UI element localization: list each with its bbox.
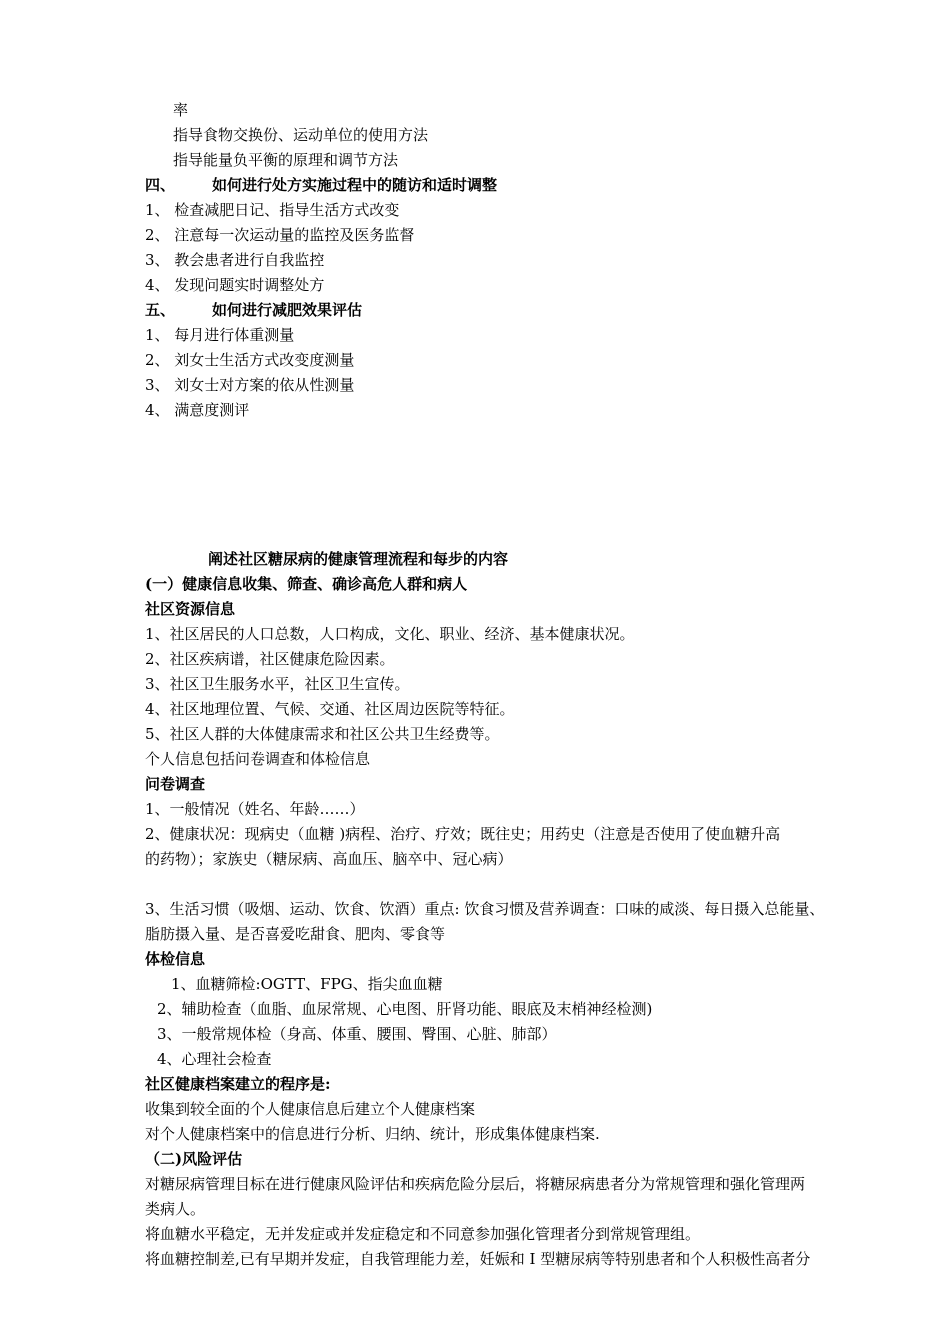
text-line: 对糖尿病管理目标在进行健康风险评估和疾病危险分层后，将糖尿病患者分为常规管理和强化管理两 <box>145 1175 806 1193</box>
list-item: 1、 检查减肥日记、指导生活方式改变 <box>145 201 400 219</box>
text-line: 脂肪摄入量、是否喜爱吃甜食、肥肉、零食等 <box>145 925 446 943</box>
list-item: 4、 发现问题实时调整处方 <box>145 276 325 294</box>
heading-number: 五、 <box>145 301 176 319</box>
heading: 如何进行减肥效果评估 <box>212 301 363 319</box>
list-item: 3、 教会患者进行自我监控 <box>145 251 325 269</box>
heading: (一）健康信息收集、筛查、确诊高危人群和病人 <box>145 575 468 593</box>
list-item: 2、 注意每一次运动量的监控及医务监督 <box>145 226 415 244</box>
list-item: 2、辅助检查（血脂、血尿常规、心电图、肝肾功能、眼底及末梢神经检测) <box>157 1000 653 1018</box>
list-item: 1、社区居民的人口总数，人口构成，文化、职业、经济、基本健康状况。 <box>145 625 635 643</box>
heading-number: 四、 <box>145 176 176 194</box>
section-title: 阐述社区糖尿病的健康管理流程和每步的内容 <box>208 550 509 568</box>
list-item: 3、社区卫生服务水平，社区卫生宣传。 <box>145 675 410 693</box>
list-item: 4、 满意度测评 <box>145 401 250 419</box>
text-line: 个人信息包括问卷调查和体检信息 <box>145 750 371 768</box>
list-item: 4、心理社会检查 <box>157 1050 272 1068</box>
list-item: 3、 刘女士对方案的依从性测量 <box>145 376 355 394</box>
subheading: 体检信息 <box>145 950 206 968</box>
list-item: 2、社区疾病谱，社区健康危险因素。 <box>145 650 395 668</box>
text-line: 收集到较全面的个人健康信息后建立个人健康档案 <box>145 1100 476 1118</box>
list-item: 1、 每月进行体重测量 <box>145 326 295 344</box>
text-line: 将血糖控制差,已有早期并发症，自我管理能力差，妊娠和 I 型糖尿病等特别患者和个人积极性高者分 <box>145 1250 811 1268</box>
list-item: 1、血糖筛检:OGTT、FPG、指尖血血糖 <box>171 975 443 993</box>
text-line: 类病人。 <box>145 1200 206 1218</box>
text-line: 指导食物交换份、运动单位的使用方法 <box>173 126 429 144</box>
subheading: 问卷调查 <box>145 775 206 793</box>
heading: 如何进行处方实施过程中的随访和适时调整 <box>212 176 498 194</box>
text-line: 指导能量负平衡的原理和调节方法 <box>173 151 399 169</box>
text-line: 的药物）；家族史（糖尿病、高血压、脑卒中、冠心病） <box>145 850 513 868</box>
subheading: 社区健康档案建立的程序是: <box>145 1075 331 1093</box>
text-line: 率 <box>173 101 189 119</box>
list-item: 1、一般情况（姓名、年龄……） <box>145 800 365 818</box>
text-line: 对个人健康档案中的信息进行分析、归纳、统计，形成集体健康档案. <box>145 1125 600 1143</box>
subheading: 社区资源信息 <box>145 600 236 618</box>
list-item: 4、社区地理位置、气候、交通、社区周边医院等特征。 <box>145 700 515 718</box>
list-item: 5、社区人群的大体健康需求和社区公共卫生经费等。 <box>145 725 500 743</box>
list-item: 3、生活习惯（吸烟、运动、饮食、饮酒）重点: 饮食习惯及营养调查：口味的咸淡、每日摄入总能量、 <box>145 900 825 918</box>
text-line: 将血糖水平稳定，无并发症或并发症稳定和不同意参加强化管理者分到常规管理组。 <box>145 1225 701 1243</box>
list-item: 2、 刘女士生活方式改变度测量 <box>145 351 355 369</box>
list-item: 3、一般常规体检（身高、体重、腰围、臀围、心脏、肺部） <box>157 1025 557 1043</box>
list-item: 2、健康状况：现病史（血糖 )病程、治疗、疗效；既往史；用药史（注意是否使用了使血糖升高 <box>145 825 781 843</box>
heading: （二)风险评估 <box>145 1150 243 1168</box>
